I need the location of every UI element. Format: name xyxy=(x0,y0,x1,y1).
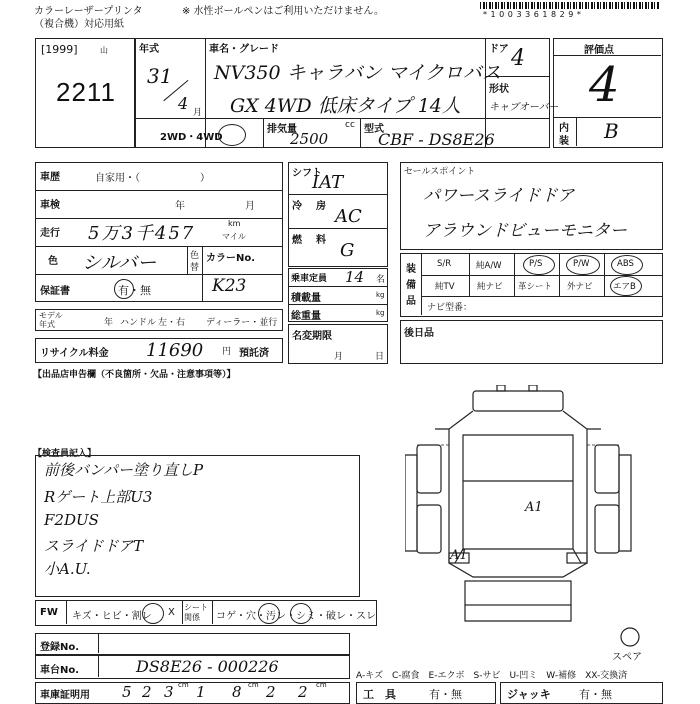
divider xyxy=(66,601,67,624)
divider xyxy=(202,246,203,302)
cert-digit: 2 xyxy=(298,683,308,701)
fw-extra: X xyxy=(168,607,175,618)
cert-row xyxy=(35,682,350,704)
handle-value: 左・右 xyxy=(158,318,186,328)
header-paper-note: （複合機）対応用紙 xyxy=(34,19,124,30)
equipment-aftermarket-navi: 外ナビ xyxy=(567,282,593,292)
divider xyxy=(288,286,388,287)
divider xyxy=(604,254,605,296)
divider xyxy=(559,254,560,296)
warranty-circle xyxy=(114,279,134,299)
damage-mark: A1 xyxy=(525,500,543,515)
divider xyxy=(576,117,577,146)
drive-circle xyxy=(218,124,246,146)
divider xyxy=(421,254,422,315)
mileage-value: 5万3千457 xyxy=(88,223,196,244)
door-label: ドア xyxy=(489,44,509,55)
chassis-value: DS8E26 - 000226 xyxy=(136,657,279,676)
divider xyxy=(35,274,283,275)
inspection-label: 車検 xyxy=(40,200,60,211)
fuel-value: G xyxy=(340,240,355,261)
inspector-label: 【検査員記入】 xyxy=(33,449,97,459)
dealer-label: ディーラー・並行 xyxy=(206,318,278,328)
equipment-box xyxy=(400,253,663,317)
cert-digit: 5 xyxy=(122,683,132,701)
equipment-label-2: 備 xyxy=(406,280,416,291)
ac-label-2: 房 xyxy=(316,201,326,212)
seller-notes-label: 【出品店申告欄（不良箇所・欠品・注意事項等）】 xyxy=(33,370,236,380)
barcode xyxy=(480,2,660,9)
equipment-circle xyxy=(610,276,642,296)
lot-number: 2211 xyxy=(56,77,116,107)
shape-value: キャブオーバー xyxy=(489,102,559,113)
model-label: 型式 xyxy=(364,124,384,135)
spare-label: スペア xyxy=(612,652,642,663)
capacity-unit: 名 xyxy=(376,275,386,285)
fw-circle xyxy=(142,603,164,624)
registration-limit-box xyxy=(288,324,388,364)
color-change-label-2: 替 xyxy=(190,263,200,273)
divider xyxy=(182,601,183,624)
equipment-circle xyxy=(566,255,600,275)
chassis-row xyxy=(35,655,350,679)
year-month: 4 xyxy=(178,94,189,113)
shift-value: IAT xyxy=(312,172,344,193)
capacity-label: 乗車定員 xyxy=(291,274,328,284)
divider xyxy=(35,190,283,191)
reg-no-row xyxy=(35,633,350,655)
model-year-label-1: モデル xyxy=(39,311,63,320)
equipment-power-window: P/W xyxy=(573,259,590,269)
equipment-genuine-tv: 純TV xyxy=(435,282,455,292)
recycle-unit: 円 xyxy=(222,347,232,357)
header-printer-note: カラーレーザープリンタ xyxy=(34,6,143,17)
color-no-value: K23 xyxy=(212,276,247,296)
year-value: 31 xyxy=(147,64,173,88)
equipment-label-3: 品 xyxy=(406,296,416,307)
cert-unit: cm xyxy=(178,681,189,689)
recycle-value: 11690 xyxy=(146,340,204,361)
sales-point-line2: アラウンドビューモニター xyxy=(423,221,627,241)
seat-circle xyxy=(290,603,312,624)
weight-label: 総重量 xyxy=(291,311,321,322)
model-year-row xyxy=(35,309,283,331)
inspection-month-unit: 月 xyxy=(245,201,255,212)
load-label: 積載量 xyxy=(291,293,321,304)
color-label: 色 xyxy=(48,256,58,267)
seat-items: コゲ・穴・汚レ・シミ・破レ・スレ xyxy=(216,611,376,622)
fw-row xyxy=(35,600,377,626)
registration-limit-day: 日 xyxy=(375,352,385,362)
lot-tag-suffix: 山 xyxy=(100,46,108,55)
capacity-value: 14 xyxy=(345,268,365,286)
weight-unit: kg xyxy=(376,309,385,317)
chassis-label: 車台No. xyxy=(40,665,80,676)
equipment-sunroof: S/R xyxy=(437,259,452,269)
ac-value: AC xyxy=(335,206,362,227)
car-name-label: 車名・グレード xyxy=(209,44,279,55)
equipment-abs: ABS xyxy=(617,259,634,269)
sales-point-line1: パワースライドドア xyxy=(423,186,575,206)
equipment-label-1: 装 xyxy=(406,264,416,275)
divider xyxy=(135,118,550,119)
inspector-note: 小A.U. xyxy=(44,560,91,578)
divider xyxy=(212,601,213,624)
tools-label: 工 具 xyxy=(363,688,396,701)
cert-unit: cm xyxy=(248,681,259,689)
divider xyxy=(554,117,661,118)
divider xyxy=(288,304,388,305)
interior-label-2: 装 xyxy=(559,136,569,147)
divider xyxy=(263,118,264,148)
cert-digit: 8 xyxy=(232,683,242,701)
score-label: 評価点 xyxy=(584,45,614,56)
divider xyxy=(98,634,99,653)
color-no-label: カラーNo. xyxy=(206,253,256,264)
fuel-label-2: 料 xyxy=(316,235,326,246)
equipment-airbag: エアB xyxy=(613,282,636,292)
inspector-note: F2DUS xyxy=(44,511,99,529)
registration-limit-month: 月 xyxy=(334,352,344,362)
fw-items: キズ・ヒビ・割レ xyxy=(72,611,152,622)
fw-label: FW xyxy=(40,607,58,618)
seat-label-1: シート xyxy=(184,603,208,612)
cert-label: 車庫証明用 xyxy=(40,690,90,701)
cert-digit: 1 xyxy=(196,683,206,701)
registration-limit-label: 名変期限 xyxy=(292,331,332,342)
drive-label: 2WD・4WD xyxy=(160,132,223,143)
score-value: 4 xyxy=(589,57,620,113)
warranty-value: 有・無 xyxy=(118,284,151,297)
rear-seat-label: 後日品 xyxy=(404,328,434,339)
fuel-label-1: 燃 xyxy=(292,235,302,246)
displacement-unit: cc xyxy=(345,120,355,130)
equipment-circle xyxy=(611,255,643,275)
cert-digit: 2 xyxy=(142,683,152,701)
rear-seat-box xyxy=(400,320,663,364)
barcode-text: * 1 0 0 3 3 6 1 8 2 9 * xyxy=(483,10,582,19)
shape-label: 形状 xyxy=(489,84,509,95)
divider xyxy=(35,246,283,247)
inspector-note: スライドドアT xyxy=(44,537,144,555)
damage-mark: A1 xyxy=(450,548,468,563)
car-name-line1: NV350 キャラバン マイクロバス xyxy=(214,62,501,84)
recycle-status: 預託済 xyxy=(239,348,269,359)
navi-model-label: ナビ型番： xyxy=(427,303,473,313)
displacement-value: 2500 xyxy=(290,130,329,148)
seat-label-2: 関係 xyxy=(184,613,200,622)
divider xyxy=(288,194,388,195)
cert-unit: cm xyxy=(316,681,327,689)
handle-label: ハンドル xyxy=(120,318,157,328)
reg-no-label: 登録No. xyxy=(40,642,80,653)
history-value: 自家用・（ ） xyxy=(95,173,210,184)
year-label: 年式 xyxy=(139,44,159,55)
header-pen-notice: ※ 水性ボールペンはご利用いただけません。 xyxy=(182,6,384,17)
door-value: 4 xyxy=(511,46,525,71)
sales-point-box xyxy=(400,162,663,250)
inspection-year-unit: 年 xyxy=(175,201,185,212)
cert-digit: 2 xyxy=(266,683,276,701)
tools-value: 有・無 xyxy=(429,688,462,701)
tools-row xyxy=(356,682,496,704)
car-damage-diagram xyxy=(405,385,670,650)
score-box xyxy=(553,38,663,148)
equipment-genuine-navi: 純ナビ xyxy=(477,282,503,292)
recycle-label: リサイクル料金 xyxy=(40,348,109,359)
divider xyxy=(421,296,662,297)
divider xyxy=(469,254,470,296)
sales-point-label: セールスポイント xyxy=(404,167,476,177)
seat-circle xyxy=(258,603,280,624)
lot-box xyxy=(35,38,135,148)
color-change-label-1: 色 xyxy=(190,251,200,261)
divider xyxy=(514,254,515,296)
divider xyxy=(187,246,188,274)
damage-legend: A-キズ C-腐食 E-エクボ S-サビ U-凹ミ W-補修 XX-交換済 xyxy=(356,671,628,681)
jack-value: 有・無 xyxy=(579,688,612,701)
year-month-unit: 月 xyxy=(193,108,203,118)
model-year-label-2: 年式 xyxy=(39,320,55,329)
load-unit: kg xyxy=(376,291,385,299)
equipment-leather-seat: 革シート xyxy=(518,282,553,292)
car-name-line2: GX 4WD 低床タイプ 14人 xyxy=(230,95,461,117)
recycle-row xyxy=(35,338,283,363)
mileage-label: 走行 xyxy=(40,228,60,239)
history-label: 車歴 xyxy=(40,172,60,183)
model-year-unit: 年 xyxy=(104,318,114,328)
divider xyxy=(288,228,388,229)
interior-value: B xyxy=(604,119,619,143)
mileage-unit-km: km xyxy=(228,219,241,228)
divider xyxy=(360,118,361,148)
lot-year-tag: [1999] xyxy=(41,43,78,56)
ac-label-1: 冷 xyxy=(292,201,302,212)
color-value: シルバー xyxy=(82,252,157,274)
shift-label: シフト xyxy=(292,168,322,179)
equipment-alloy-wheel: 純A/W xyxy=(476,261,502,271)
cert-digit: 3 xyxy=(164,683,174,701)
jack-label: ジャッキ xyxy=(507,688,551,701)
inspector-note: 前後バンパー塗り直しP xyxy=(44,461,204,479)
divider xyxy=(98,656,99,677)
jack-row xyxy=(500,682,663,704)
displacement-label: 排気量 xyxy=(267,124,297,135)
mileage-unit-mile: マイル xyxy=(222,232,246,241)
equipment-power-steering: P/S xyxy=(529,259,543,269)
warranty-label: 保証書 xyxy=(40,286,70,297)
interior-label-1: 内 xyxy=(559,123,569,134)
inspector-note: Rゲート上部U3 xyxy=(44,488,153,506)
equipment-circle xyxy=(523,255,555,275)
model-value: CBF - DS8E26 xyxy=(378,130,495,149)
